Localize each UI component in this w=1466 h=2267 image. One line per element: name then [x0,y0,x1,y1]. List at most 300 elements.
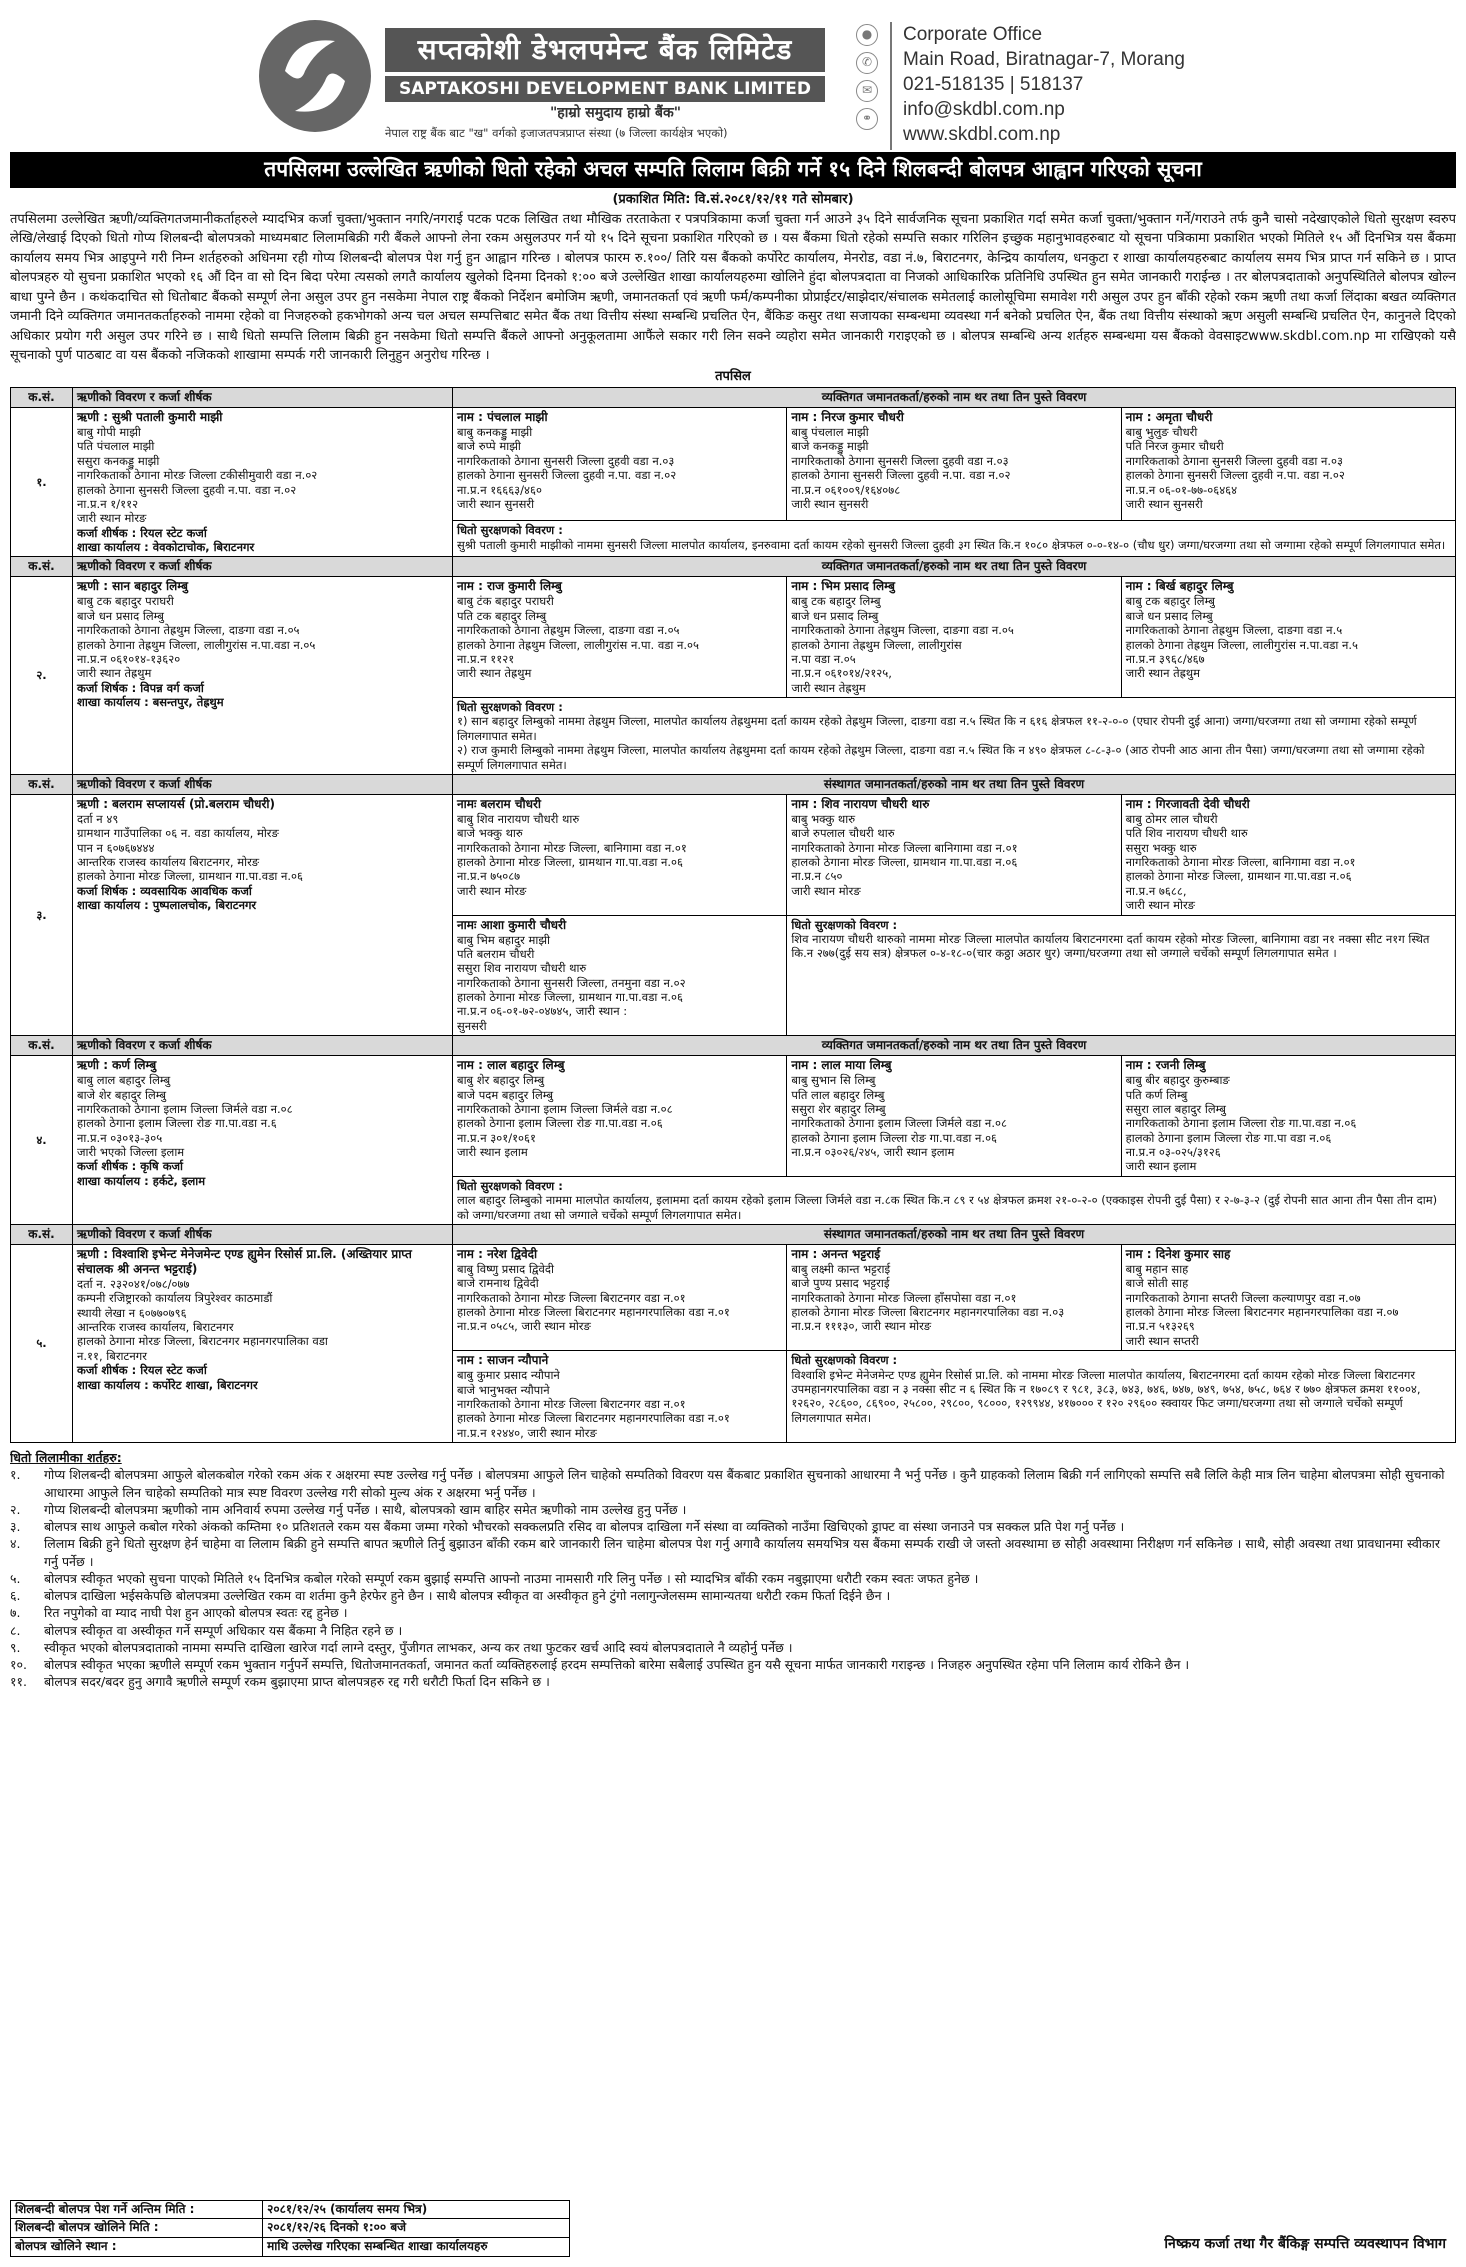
schedule-row [11,2238,570,2257]
person-detail-line: हालको ठेगाना सुनसरी जिल्ला दुहवी न.पा. वडा न.०२ [791,468,1011,483]
borrower-cell [73,408,453,557]
collateral-item: १) सान बहादुर लिम्बुको नाममा तेह्रथुम जिल्ला, मालपोत कार्यालय तेह्रथुममा दर्ता कायम रहेको तेह्रथुम जिल्ला, दाङगा वडा न.५ स्थित कि न ६१६ क्षेत्रफल ११-२-०-० (एघार रोपनी दुई आना) जग्गा/घरजग्गा तथा सो जग्गामा रहेको सम्पूर्ण लिगलगापात समेत। [457,714,1417,743]
publication-date: (प्रकाशित मिति: वि.सं.२०८१/१२/११ गते सोमबार) [612,191,854,207]
header-guarantors: व्यक्तिगत जमानतकर्ता/हरुको नाम थर तथा तिन पुस्ते विवरण [453,557,1456,577]
person-detail-line: जारी स्थान तेह्रथुम [1125,666,1201,681]
borrower-detail-line: हालको ठेगाना इलाम जिल्ला रोङ गा.पा.वडा न.६ [77,1116,277,1131]
collateral-cell [453,521,1456,557]
borrower-detail-line: नागरिकताको ठेगाना मोरङ जिल्ला टकीसीमुवारी वडा न.०२ [77,468,318,483]
person-detail-line: बाबु कुमार प्रसाद न्यौपाने [457,1368,560,1383]
person-detail-line: बाबु भिम बहादुर माझी [457,932,551,947]
person-detail-line: हालको ठेगाना मोरङ जिल्ला बिराटनगर महानगरपालिका वडा न.०७ [1125,1305,1399,1320]
collateral-cell [453,1176,1456,1224]
person-detail-line: ना.प्र.न ०६-०१-७७-०६४६४ [1125,482,1238,497]
person-detail-line: जारी स्थान तेह्रथुम [457,666,532,681]
person-name: नाम : गिरजावती देवी चौधरी [1125,796,1250,811]
term-item [10,1673,1456,1690]
borrower-detail-line: जारी स्थान मोरङ [77,511,147,526]
person-detail-line: ना.प्र.न ०३-०२५/३१२६ [1125,1145,1221,1160]
person-detail-line: नागरिकताको ठेगाना इलाम जिल्ला जिर्मले वडा न.०८ [791,1116,1007,1131]
schedule-value: २०८१/१२/२५ (कार्यालय समय भित्र) [263,2200,570,2219]
person-detail-line: जारी स्थान इलाम [457,1145,528,1160]
term-number: ९. [10,1639,21,1655]
person-detail-line: बाजे भक्कु थारु [457,826,523,841]
person-detail-line: बाबु बीर बहादुर कुरुम्बाङ [1125,1073,1230,1088]
borrower-detail-line: दर्ता न ४९ [77,811,119,826]
borrower-name: ऋणी : कर्ण लिम्बु [77,1058,157,1073]
schedule-value: माथि उल्लेख गरिएका सम्बन्धित शाखा कार्यालयहरु [263,2238,570,2257]
collateral-text: विश्वाशि इभेन्ट मेनेजमेन्ट एण्ड ह्युमेन रिसोर्स प्रा.लि. को नाममा मोरङ जिल्ला मालपोत कार्यालय, बिराटनगरमा दर्ता कायम रहेको मोरङ जिल्ला बिराटनगर उपमहानगरपालिका वडा न ३ नक्सा सीट न ६ स्थित कि न १७०८९ र ९८१, ३८३, ७४३, ७४६, ७४७, ७४९, ७५४, ७५८, ७६४ र ७७० क्षेत्रफल क्रमश ११००४, १२६२०, २८६००, ८६९००, २५८००, २९८००, ९८०००, १२९९४४, ४१७००० र १२० २९६०० स्क्वायर फिट जग्गा/घरजग्गा तथा सो जग्गाले चर्चेको सम्पूर्ण लिगलगापात समेत। [791,1367,1421,1425]
person-name: नाम : शिव नारायण चौधरी थारु [791,796,930,811]
borrower-name: ऋणी : सान बहादुर लिम्बु [77,579,189,594]
person-detail-line: बाजे भानुभक्त न्यौपाने [457,1382,550,1397]
term-text: बोलपत्र सदर/बदर हुनु अगावै ऋणीले सम्पूर्ण रकम बुझाएमा प्राप्त बोलपत्रहरु रद्द गरी धरौटी फिर्ता दिन सकिने छ । [44,1674,550,1690]
person-detail-line: ना.प्र.न ७६८८, [1125,883,1187,898]
row-serial: ५. [11,1244,73,1442]
person-detail-line: हालको ठेगाना मोरङ जिल्ला, ग्रामथान गा.पा.वडा न.०६ [1125,869,1352,884]
collateral-cell [453,698,1456,775]
person-detail-line: नागरिकताको ठेगाना सुनसरी जिल्ला, तनमुना वडा न.०२ [457,975,686,990]
person-detail-line: बाबु टक बहादुर लिम्बु [1125,594,1215,609]
borrower-detail-line: कम्पनी रजिष्ट्रारको कार्यालय त्रिपुरेश्वर काठमाडौं [77,1291,273,1306]
person-name: नाम : लाल माया लिम्बु [791,1058,892,1073]
person-name: नामः आशा कुमारी चौधरी [457,917,567,932]
borrower-detail-line: ग्रामथान गाउँपालिका ०६ न. वडा कार्यालय, मोरङ [77,826,279,841]
person-detail-line: नागरिकताको ठेगाना तेह्रथुम जिल्ला, दाङगा वडा न.५ [1125,623,1343,638]
person-name: नाम : राज कुमारी लिम्बु [457,579,562,594]
person-detail-line: हालको ठेगाना मोरङ जिल्ला, ग्रामथान गा.पा.वडा न.०६ [457,855,683,870]
person-detail-line: बाबु सुभान सि लिम्बु [791,1073,876,1088]
person-detail-line: पति लाल बहादुर लिम्बु [791,1087,885,1102]
footer [10,2200,1456,2257]
row-serial: ३. [11,794,73,1035]
office-website[interactable]: www.skdbl.com.np [903,124,1061,145]
person-detail-line: बाजे सोती साह [1125,1276,1189,1291]
person-detail-line: बाबु शेर बहादुर लिम्बु [457,1073,545,1088]
person-detail-line: ना.प्र.न ७५०८७ [457,869,521,884]
bank-name-english: SAPTAKOSHI DEVELOPMENT BANK LIMITED [385,76,825,102]
branch-office: शाखा कार्यालय : हर्कटे, इलाम [77,1173,206,1188]
term-item [10,1570,1456,1587]
borrower-detail-line: बाजे शेर बहादुर लिम्बु [77,1087,167,1102]
borrower-detail-line: बाबु लाल बहादुर लिम्बु [77,1073,171,1088]
borrower-detail-line: बाबु टक बहादुर पराघरी [77,594,174,609]
person-detail-line: बाजे धन प्रसाद लिम्बु [791,608,879,623]
header-guarantors: व्यक्तिगत जमानतकर्ता/हरुको नाम थर तथा तिन पुस्ते विवरण [453,388,1456,408]
schedule-value: २०८१/१२/२६ दिनको १:०० बजे [263,2219,570,2238]
collateral-text: लाल बहादुर लिम्बुको नाममा मालपोत कार्यालय, इलाममा दर्ता कायम रहेको इलाम जिल्ला जिर्मले वडा न.८क स्थित कि.न ८९ र ५४ क्षेत्रफल क्रमश २१-०-२-० (एक्काइस रोपनी दुई पैसा) र २-७-३-२ (दुई रोपनी सात आना तीन पैसा तीन दाम) को जग्गा/घरजग्गा तथा सो जग्गाले चर्चेको सम्पूर्ण लिगलगापात समेत। [457,1193,1438,1222]
header-sn: क.सं. [11,1036,73,1056]
person-detail-line: ना.प्र.न ०३०२६/२४५, जारी स्थान इलाम [791,1145,955,1160]
person-detail-line: बाबु शिव नारायण चौधरी थारु [457,811,580,826]
person-name: नाम : निरज कुमार चौधरी [791,410,904,425]
term-number: ८. [10,1622,21,1638]
person-detail-line: हालको ठेगाना तेह्रथुम जिल्ला, लालीगुरांस न.पा.वडा न.५ [1125,637,1359,652]
term-number: २. [10,1501,21,1517]
office-address: Main Road, Biratnagar-7, Morang [903,49,1185,70]
bank-logo [255,16,375,136]
table-row [11,408,1456,521]
borrower-detail-line: नागरिकताको ठेगाना तेह्रथुम जिल्ला, दाङगा वडा न.०५ [77,623,300,638]
person-detail-line: नागरिकताको ठेगाना मोरङ जिल्ला हाँसपोसा वडा न.०१ [791,1290,1017,1305]
person-name: नाम : लाल बहादुर लिम्बु [457,1058,565,1073]
person-detail-line: ना.प्र.न ०६१०१४/२१२५, [791,666,892,681]
person-detail-line: ससुरा शिव नारायण चौधरी थारु [457,961,587,976]
person-detail-line: नागरिकताको ठेगाना सप्तरी जिल्ला कल्याणपुर वडा न.०७ [1125,1290,1361,1305]
header-sn: क.सं. [11,774,73,794]
person-detail-line: बाबु पंचलाल माझी [791,425,869,440]
office-phone: 021-518135 | 518137 [903,74,1084,95]
person-detail-line: बाजे कनकड्डु माझी [791,439,869,454]
term-number: ७. [10,1605,21,1621]
borrower-detail-line: ससुरा कनकड्डु माझी [77,453,160,468]
term-item [10,1518,1456,1535]
guarantor-cell [787,794,1121,915]
collateral-item: २) राज कुमारी लिम्बुको नाममा तेह्रथुम जिल्ला, मालपोत कार्यालय तेह्रथुममा दर्ता कायम रहेको तेह्रथुम जिल्ला, दाङगा वडा न.५ स्थित कि न ४९० क्षेत्रफल ८-८-३-० (आठ रोपनी आठ आना तीन पैसा) जग्गा/घरजग्गा तथा सो जग्गामा रहेको सम्पूर्ण लिगलगापात समेत। [457,743,1425,772]
header [10,10,1456,150]
term-number: १०. [10,1657,27,1673]
person-detail-line: बाबु महान साह [1125,1261,1189,1276]
guarantor-cell [1121,1056,1455,1177]
person-detail-line: ससुरा शेर बहादुर लिम्बु [791,1101,886,1116]
term-item [10,1587,1456,1604]
person-detail-line: नागरिकताको ठेगाना सुनसरी जिल्ला दुहवी वडा न.०३ [1125,453,1343,468]
borrower-detail-line: पान न ६०७६७४४४ [77,840,155,855]
person-detail-line: पति निरज कुमार चौधरी [1125,439,1224,454]
borrower-detail-line: आन्तरिक राजस्व कार्यालय बिराटनगर, मोरङ [77,855,260,870]
phone-icon: ✆ [856,52,878,74]
person-detail-line: हालको ठेगाना मोरङ जिल्ला, ग्रामथान गा.पा.वडा न.०६ [791,855,1018,870]
person-name: नाम : रजनी लिम्बु [1125,1058,1206,1073]
person-name: नाम : अमृता चौधरी [1125,410,1213,425]
borrower-detail-line: हालको ठेगाना तेह्रथुम जिल्ला, लालीगुरांस न.पा.वडा न.०५ [77,637,316,652]
bank-slogan: "हाम्रो समुदाय हाम्रो बैंक" [550,105,682,121]
loan-title: कर्जा शीर्षक : रियल स्टेट कर्जा [77,525,207,540]
term-number: ४. [10,1536,21,1552]
term-item [10,1639,1456,1656]
term-text: बोलपत्र दाखिला भईसकेपछि बोलपत्रमा उल्लेखित रकम वा शर्तमा कुनै हेरफेर हुने छैन । साथै बोलपत्र स्वीकृत वा अस्वीकृत हुने टुंगो नलागुन्जेलसम्म सामान्यतया धरौटी रकम फिर्ता दिईने छैन । [44,1588,891,1604]
terms-section [10,1449,1456,1691]
person-detail-line: जारी स्थान इलाम [1125,1159,1197,1174]
person-detail-line: नागरिकताको ठेगाना मोरङ जिल्ला बिराटनगर वडा न.०१ [457,1396,686,1411]
term-item [10,1501,1456,1518]
borrower-name: ऋणी : बलराम सप्लायर्स (प्रो.बलराम चौधरी) [77,796,275,811]
loan-title: कर्जा शिर्षक : व्यवसायिक आवधिक कर्जा [77,883,252,898]
table-row [11,1244,1456,1350]
borrower-detail-line: जारी भएको जिल्ला इलाम [77,1145,185,1160]
terms-heading: धितो लिलामीका शर्तहरु: [10,1450,122,1466]
location-icon: ● [856,24,878,46]
term-item [10,1656,1456,1673]
row-serial: ४. [11,1056,73,1225]
collateral-heading: धितो सुरक्षणको विवरण : [457,1178,563,1193]
header-sn: क.सं. [11,388,73,408]
person-detail-line: बाजे रुप्पे माझी [457,439,521,454]
person-detail-line: हालको ठेगाना तेह्रथुम जिल्ला, लालीगुरांस न.पा. वडा न.०५ [457,637,699,652]
web-icon: ⚭ [856,108,878,130]
person-detail-line: बाबु टक बहादुर लिम्बु [791,594,881,609]
borrower-detail-line: हालको ठेगाना मोरङ जिल्ला, बिराटनगर महानगरपालिका वडा [77,1334,328,1349]
borrower-cell [73,1056,453,1225]
person-name: नाम : साजन न्यौपाने [457,1353,549,1368]
person-detail-line: जारी स्थान सुनसरी [1125,496,1203,511]
table-row [11,794,1456,915]
office-email[interactable]: info@skdbl.com.np [903,99,1065,120]
borrower-detail-line: पति पंचलाल माझी [77,439,155,454]
borrower-detail-line: दर्ता न. २३२०४१/०७८/०७७ [77,1276,190,1291]
guarantor-cell [453,408,787,521]
term-number: ३. [10,1519,21,1535]
schedule-label: शिलबन्दी बोलपत्र पेश गर्ने अन्तिम मिति : [11,2200,263,2219]
branch-office: शाखा कार्यालय : बसन्तपुर, तेह्रथुम [77,695,224,710]
person-detail-line: नागरिकताको ठेगाना मोरङ जिल्ला, बानिगामा वडा न.०१ [1125,855,1356,870]
term-text: गोप्य शिलबन्दी बोलपत्रमा ऋणीको नाम अनिवार्य रुपमा उल्लेख गर्नु पर्नेछ । साथै, बोलपत्रको खाम बाहिर समेत ऋणीको नाम उल्लेख हुनु पर्नेछ । [44,1501,687,1517]
borrower-cell [73,1244,453,1442]
term-number: ६. [10,1588,21,1604]
term-item [10,1604,1456,1621]
branch-office: शाखा कार्यालय : पुष्पलालचोक, बिराटनगर [77,898,257,913]
term-text: गोप्य शिलबन्दी बोलपत्रमा आफुले बोलकबोल गरेको रकम अंक र अक्षरमा स्पष्ट उल्लेख गर्नु पर्नेछ । बोलपत्रमा आफुले लिन चाहेको सम्पतिको विवरण यस बैंकबाट प्रकाशित सुचनाको आधारमा नै भर्नु पर्नेछ । कुनै ग्राहकको लिलाम बिक्री गर्न लागिएको सम्पत्ति सबै लिलि केही मात्र लिन चाहेमा बोलपत्रमा सोही सुचनाको आधारमा आफुले लिन चाहेको सम्पतिको मात्र स्पष्ट विवरण उल्लेख गरी सोको मुल्य अंक र अक्षरमा भर्नु पर्नेछ । [44,1467,1445,1500]
header-borrower: ऋणीको विवरण र कर्जा शीर्षक [73,557,453,577]
person-detail-line: बाबु टंक बहादुर पराघरी [457,594,554,609]
person-detail-line: ना.प्र.न ३९६८/४६७ [1125,651,1205,666]
person-detail-line: हालको ठेगाना मोरङ जिल्ला बिराटनगर महानगरपालिका वडा न.०१ [457,1411,730,1426]
loan-title: कर्जा शीर्षक : कृषि कर्जा [77,1159,184,1174]
term-number: ११. [10,1674,27,1690]
term-number: ५. [10,1570,21,1586]
person-detail-line: ना.प्र.न १११३०, जारी स्थान मोरङ [791,1319,932,1334]
person-detail-line: नागरिकताको ठेगाना मोरङ जिल्ला बिराटनगर वडा न.०१ [457,1290,686,1305]
guarantor-cell [453,577,787,698]
intro-paragraph: तपसिलमा उल्लेखित ऋणी/व्यक्तिगतजमानीकर्ताहरुले म्यादभित्र कर्जा चुक्ता/भुक्तान नगरि/नगराई पटक पटक लिखित तथा मौखिक तरताकेता र पत्रपत्रिकामा कर्जा चुक्ता गर्न आउने ३५ दिने सार्वजनिक सूचना प्रकाशित गर्दा समेत कर्जा चुक्ता/भुक्तान गर्ने/गराउने तर्फ कुनै चासो नदेखाएकोले धितो सुरक्षण स्वरुप लेखि/लेखाई दिएको धितो गोप्य शिलबन्दी बोलपत्रको माध्यमबाट लिलामबिक्री गरी बैंकले आफ्नो लेना रकम असुलउपर गर्न यो १५ दिने सूचना प्रकाशित गरिएको छ । यस बैंकमा धितो रहेको सम्पत्ति सकार गरिलिन इच्छुक महानुभावहरुबाट यो सूचना पत्रिकामा प्रकाशित भएको मितिले १५ औं दिनभित्र यस बैंकमा कार्यालय समय भित्र आइपुग्ने गरी निम्न शर्तहरुको अधिनमा रही गोप्य शिलबन्दी बोलपत्र पेश गर्नु हुन आह्वान गरिन्छ । बोलपत्र फारम रु.१००/ तिरि यस बैंकको कर्पोरेट कार्यालय, मेनरोड, वडा नं.७, बिराटनगर, केन्द्रिय कार्यालय, धनकुटा र शाखा कार्यालयहरुबाट कार्यालय समय भित्र प्राप्त गर्न सकिने छ । प्राप्त बोलपत्रहरु यो सुचना प्रकाशित भएको १६ औं दिन वा सो दिन बिदा परेमा त्यसको लगतै कार्यालय खुलेको दिनमा दिनको १:०० बजे उल्लेखित शाखा कार्यालयहरुमा खोलिने हुंदा बोलपत्रदाता वा निजको आधिकारिक प्रतिनिधि उपस्थित हुन समेत जानकारी गराईन्छ । तर बोलपत्रदाताको अनुपस्थितिले बोलपत्र खोल्न बाधा पुग्ने छैन । कथंकदाचित सो धितोबाट बैंकको सम्पूर्ण लेना असुल उपर हुन नसकेमा नेपाल राष्ट्र बैंकको निर्देशन बमोजिम ऋणी, जमानतकर्ता एवं ऋणी फर्म/कम्पनीका प्रोप्राईटर/साझेदार/संचालक समेतलाई कालोसूचिमा समावेश गरी असुल उपर हुन बाँकी रहेको रकम ऋणी तथा कर्जा लिंदाका बखत व्यक्तिगत जमानी दिने व्यक्तिगत जमानतकर्ताहरुको नाममा रहेको वा निजहरुको हकभोगको अन्य चल अचल सम्पत्तिबाट समेत बैंक तथा वित्तीय संस्था सम्बन्धि प्रचलित ऐन, बैंकिङ कसुर तथा सजायका सम्बन्धमा व्यवस्था गर्न बनेको प्रचलित ऐन, बैंक तथा वित्तीय संस्थाको ऋण असुली सम्बन्धि प्रचलित ऐन, कानुनले दिएको अधिकार प्रयोग गरी असुल उपर गरिने छ । साथै धितो सम्पत्ति लिलाम बिक्री हुन नसकेमा धितो सम्पत्ति बैंकले आफ्नो अनुकूलतामा आफैंले सकार गरी लिन सक्ने व्यहोरा समेत जानकारी गराइएको छ । बोलपत्र सम्बन्धि अन्य शर्तहरु सम्बन्धमा यस बैंकको वेवसाइटwww.skdbl.com.np मा राखिएको यसै सूचनाको पुर्ण पाठबाट वा यस बैंकको नजिकको शाखामा सम्पर्क गरी जानकारी लिनुहुन अनुरोध गरिन्छ । [10,211,1456,364]
term-text: बोलपत्र स्वीकृत भएको सुचना पाएको मितिले १५ दिनभित्र कबोल गरेको सम्पूर्ण रकम बुझाई सम्पत्ति आफ्नो नाउमा नामसारी गरि लिनु पर्नेछ । सो म्यादभित्र बाँकी रकम नबुझाएमा धरौटी रकम स्वतः जफत हुनेछ । [44,1570,979,1586]
collateral-text: सुश्री पताली कुमारी माझीको नाममा सुनसरी जिल्ला मालपोत कार्यालय, इनरुवामा दर्ता कायम रहेको सुनसरी जिल्ला दुहवी ३ग स्थित कि.न १०८० क्षेत्रफल ०-०-१४-० (चौध धुर) जग्गा/घरजग्गा तथा सो जग्गामा रहेको सम्पूर्ण लिगलगापात समेत। [457,537,1446,552]
header-guarantors: संस्थागत जमानतकर्ता/हरुको नाम थर तथा तिन पुस्ते विवरण [453,774,1456,794]
person-detail-line: बाजे रामनाथ द्विवेदी [457,1276,539,1291]
guarantor-cell [787,408,1121,521]
schedule-row [11,2219,570,2238]
terms-list [10,1466,1456,1690]
person-detail-line: जारी स्थान सप्तरी [1125,1333,1199,1348]
borrower-cell [73,794,453,1035]
branch-office: शाखा कार्यालय : कर्पोरेट शाखा, बिराटनगर [77,1377,258,1392]
person-detail-line: न.पा वडा न.०५ [791,651,856,666]
loan-title: कर्जा शिर्षक : विपन्न वर्ग कर्जा [77,680,204,695]
borrower-detail-line: जारी स्थान तेह्रथुम [77,666,152,681]
loan-title: कर्जा शीर्षक : रियल स्टेट कर्जा [77,1363,207,1378]
person-detail-line: ना.प्र.न ०६-०१-७२-०४७४५, जारी स्थान : [457,1004,628,1019]
signer-department: निष्क्रय कर्जा तथा गैर बैंकिङ्ग सम्पत्ति व्यवस्थापन विभाग [1164,2235,1446,2252]
borrower-table [10,387,1456,1443]
guarantor-cell [1121,577,1455,698]
person-detail-line: नागरिकताको ठेगाना तेह्रथुम जिल्ला, दाङगा वडा न.०५ [457,623,680,638]
collateral-text: शिव नारायण चौधरी थारुको नाममा मोरङ जिल्ला मालपोत कार्यालय बिराटनगरमा दर्ता कायम रहेको मोरङ जिल्ला, बानिगामा वडा न१ नक्सा सीट न१ग स्थित कि.न २७७(दुई सय सत्र) क्षेत्रफल ०-४-१८-०(चार कठ्ठा अठार धुर) जग्गा/घरजग्गा तथा सो जग्गाले चर्चेको सम्पूर्ण लिगलगापात समेत । [791,931,1430,961]
borrower-detail-line: ना.प्र.न ०६१०१४-१३६२० [77,651,181,666]
term-text: स्वीकृत भएको बोलपत्रदाताको नाममा सम्पत्ति दाखिला खारेज गर्दा लाग्ने दस्तुर, पुँजीगत लाभकर, अन्य कर तथा फुटकर खर्च आदि स्वयं बोलपत्रदाताले नै व्यहोर्नु पर्नेछ । [44,1639,793,1655]
person-detail-line: सुनसरी [457,1018,487,1033]
borrower-detail-line: हालको ठेगाना सुनसरी जिल्ला दुहवी न.पा. वडा न.०२ [77,482,297,497]
person-detail-line: नागरिकताको ठेगाना सुनसरी जिल्ला दुहवी वडा न.०३ [791,453,1009,468]
person-detail-line: नागरिकताको ठेगाना सुनसरी जिल्ला दुहवी वडा न.०३ [457,453,675,468]
borrower-detail-line: नागरिकताको ठेगाना इलाम जिल्ला जिर्मले वडा न.०८ [77,1101,293,1116]
table-row [11,1056,1456,1177]
person-detail-line: हालको ठेगाना मोरङ जिल्ला बिराटनगर महानगरपालिका वडा न.०३ [791,1305,1065,1320]
guarantor-cell [453,1351,787,1443]
guarantor-cell [1121,794,1455,915]
person-detail-line: हालको ठेगाना इलाम जिल्ला रोङ गा.पा.वडा न.०६ [457,1116,663,1131]
person-detail-line: नागरिकताको ठेगाना तेह्रथुम जिल्ला, दाङगा वडा न.०५ [791,623,1014,638]
schedule-title: तपसिल [715,368,751,384]
person-detail-line: नागरिकताको ठेगाना मोरङ जिल्ला बानिगामा वडा न.०१ [791,840,1018,855]
person-detail-line: जारी स्थान सुनसरी [457,496,535,511]
header-sn: क.सं. [11,1224,73,1244]
person-detail-line: बाजे पुण्य प्रसाद भट्टराई [791,1276,890,1291]
person-detail-line: बाजे धन प्रसाद लिम्बु [1125,608,1213,623]
person-detail-line: पति बलराम चौधरी [457,946,535,961]
borrower-detail-line: न.११, बिराटनगर [77,1348,147,1363]
term-item [10,1622,1456,1639]
guarantor-cell [787,577,1121,698]
licence-text: नेपाल राष्ट्र बैंक बाट "ख" वर्गको इजाजतपत्रप्राप्त संस्था (७ जिल्ला कार्यक्षेत्र भएको) [385,126,728,140]
person-detail-line: नागरिकताको ठेगाना इलाम जिल्ला रोङ गा.पा.वडा न.०६ [1125,1116,1357,1131]
branch-office: शाखा कार्यालय : वेवकोटाचोक, बिराटनगर [77,540,255,555]
person-detail-line: बाबु भक्कु थारु [791,811,856,826]
person-detail-line: ना.प्र.न ११२१ [457,651,515,666]
person-detail-line: बाबु लक्ष्मी कान्त भट्टराई [791,1261,891,1276]
row-serial: १. [11,408,73,557]
term-item [10,1535,1456,1570]
person-detail-line: हालको ठेगाना इलाम जिल्ला रोङ गा.पा.वडा न.०६ [791,1130,998,1145]
term-text: रित नपुगेको वा म्याद नाघी पेश हुन आएको बोलपत्र स्वतः रद्द हुनेछ । [44,1605,348,1621]
borrower-detail-line: हालको ठेगाना मोरङ जिल्ला, ग्रामथान गा.पा.वडा न.०६ [77,869,303,884]
email-icon: ✉ [856,80,878,102]
person-detail-line: ससुरा भक्कु थारु [1125,840,1197,855]
bid-schedule-table [10,2200,570,2257]
person-detail-line: बाजे रुपलाल चौधरी थारु [791,826,895,841]
person-detail-line: बाबु कनकड्डु माझी [457,425,533,440]
guarantor-cell [453,1244,787,1350]
office-title: Corporate Office [903,24,1043,45]
schedule-label: शिलबन्दी बोलपत्र खोलिने मिति : [11,2219,263,2238]
borrower-name: ऋणी : विश्वाशि इभेन्ट मेनेजमेन्ट एण्ड ह्युमेन रिसोर्स प्रा.लि. (अख्तियार प्राप्त संचालक श्री अनन्त भट्टराई) [77,1246,412,1276]
person-detail-line: बाजे पदम बहादुर लिम्बु [457,1087,554,1102]
table-row [11,577,1456,698]
person-detail-line: पति टक बहादुर लिम्बु [457,608,547,623]
person-detail-line: ना.प्र.न ०५८५, जारी स्थान मोरङ [457,1319,591,1334]
contact-icons [856,24,880,136]
person-detail-line: हालको ठेगाना सुनसरी जिल्ला दुहवी न.पा. वडा न.०२ [457,468,677,483]
person-detail-line: बाबु भुलुङ चौधरी [1125,425,1198,440]
person-name: नाम : नरेश द्विवेदी [457,1246,538,1261]
notice-title: तपसिलमा उल्लेखित ऋणीको धितो रहेको अचल सम्पति लिलाम बिक्री गर्ने १५ दिने शिलबन्दी बोलपत्र आह्वान गरिएको सूचना [10,152,1456,188]
person-name: नाम : बिर्ख बहादुर लिम्बु [1125,579,1234,594]
person-detail-line: जारी स्थान मोरङ [457,883,527,898]
table-header-row [11,1224,1456,1244]
person-detail-line: ना.प्र.न १६६६३/४६० [457,482,542,497]
table-header-row [11,388,1456,408]
collateral-cell [787,1351,1456,1443]
collateral-cell [787,915,1456,1036]
guarantor-cell [1121,1244,1455,1350]
borrower-detail-line: बाजे धन प्रसाद लिम्बु [77,608,164,623]
header-borrower: ऋणीको विवरण र कर्जा शीर्षक [73,1224,453,1244]
person-name: नाम : अनन्त भट्टराई [791,1246,881,1261]
person-detail-line: हालको ठेगाना मोरङ जिल्ला, ग्रामथान गा.पा.वडा न.०६ [457,990,683,1005]
person-detail-line: ना.प्र.न १२४४०, जारी स्थान मोरङ [457,1425,597,1440]
person-detail-line: ना.प्र.न ५१३२६९ [1125,1319,1195,1334]
contact-block [903,22,1185,147]
person-detail-line: ना.प्र.न ३०१/१०६१ [457,1130,536,1145]
guarantor-cell [453,915,787,1036]
person-detail-line: हालको ठेगाना मोरङ जिल्ला बिराटनगर महानगरपालिका वडा न.०१ [457,1305,730,1320]
person-name: नाम : दिनेश कुमार साह [1125,1246,1231,1261]
guarantor-cell [453,794,787,915]
header-borrower: ऋणीको विवरण र कर्जा शीर्षक [73,388,453,408]
borrower-detail-line: आन्तरिक राजस्व कार्यालय, बिराटनगर [77,1320,234,1335]
person-detail-line: पति शिव नारायण चौधरी थारु [1125,826,1248,841]
person-detail-line: पति कर्ण लिम्बु [1125,1087,1188,1102]
person-detail-line: ससुरा लाल बहादुर लिम्बु [1125,1101,1226,1116]
person-detail-line: हालको ठेगाना तेह्रथुम जिल्ला, लालीगुरांस [791,637,962,652]
person-detail-line: जारी स्थान तेह्रथुम [791,680,866,695]
borrower-detail-line: ना.प्र.न ०३०१३-३०५ [77,1130,163,1145]
person-name: नाम : पंचलाल माझी [457,410,548,425]
person-detail-line: जारी स्थान मोरङ [1125,898,1195,913]
guarantor-cell [1121,408,1455,521]
term-text: बोलपत्र स्वीकृत वा अस्वीकृत गर्ने सम्पूर्ण अधिकार यस बैंकमा नै निहित रहने छ । [44,1622,403,1638]
header-borrower: ऋणीको विवरण र कर्जा शीर्षक [73,1036,453,1056]
person-name: नामः बलराम चौधरी [457,796,542,811]
header-borrower: ऋणीको विवरण र कर्जा शीर्षक [73,774,453,794]
guarantor-cell [787,1056,1121,1177]
person-detail-line: नागरिकताको ठेगाना इलाम जिल्ला जिर्मले वडा न.०८ [457,1101,673,1116]
collateral-heading: धितो सुरक्षणको विवरण : [791,917,898,932]
term-number: १. [10,1467,21,1483]
person-detail-line: ना.प्र.न ८५० [791,869,843,884]
person-detail-line: नागरिकताको ठेगाना मोरङ जिल्ला, बानिगामा वडा न.०१ [457,840,687,855]
person-detail-line: बाबु विष्णु प्रसाद द्विवेदी [457,1261,554,1276]
borrower-detail-line: ना.प्र.न १/११२ [77,496,139,511]
term-text: लिलाम बिक्री हुने धितो सुरक्षण हेर्न चाहेमा वा लिलाम बिक्री हुने सम्पत्ति बापत ऋणीले तिर्नु बुझाउन बाँकी रकम बारे जानकारी लिन चाहेमा बोलपत्र पेश गर्नु अगावै कार्यालय समयभित्र यस बैंकमा सम्पर्क राखी जे जस्तो अवस्थामा छ सोही अवस्थामा निरीक्षण गर्न सकिनेछ । साथै, सोही अवस्था तथा प्रावधानमा स्वीकार गर्नु पर्नेछ । [44,1536,1440,1569]
borrower-name: ऋणी : सुश्री पताली कुमारी माझी [77,410,223,425]
term-text: बोलपत्र साथ आफुले कबोल गरेको अंकको कम्तिमा १० प्रतिशतले रकम यस बैंकमा जम्मा गरेको भौचरको सक्कलप्रति रसिद वा बोलपत्र दाखिला गर्ने संस्था वा व्यक्तिको नाउँमा खिचिएको ड्राफ्ट वा संस्था जनाउने पत्र सक्कल प्रति पेश गर्नु पर्नेछ । [44,1519,1125,1535]
collateral-heading: धितो सुरक्षणको विवरण : [457,523,563,538]
guarantor-cell [453,1056,787,1177]
bank-name-nepali: सप्तकोशी डेभलपमेन्ट बैंक लिमिटेड [385,28,825,72]
schedule-row [11,2200,570,2219]
collateral-heading: धितो सुरक्षणको विवरण : [791,1353,898,1368]
person-name: नाम : भिम प्रसाद लिम्बु [791,579,895,594]
header-divider [890,22,892,150]
header-guarantors: संस्थागत जमानतकर्ता/हरुको नाम थर तथा तिन पुस्ते विवरण [453,1224,1456,1244]
row-serial: २. [11,577,73,775]
person-detail-line: जारी स्थान मोरङ [791,883,861,898]
header-sn: क.सं. [11,557,73,577]
borrower-detail-line: स्थायी लेखा न ६०७७०७९६ [77,1305,187,1320]
table-header-row [11,557,1456,577]
person-detail-line: हालको ठेगाना सुनसरी जिल्ला दुहवी न.पा. वडा न.०२ [1125,468,1345,483]
table-header-row [11,1036,1456,1056]
person-detail-line: बाबु ठोमर लाल चौधरी [1125,811,1218,826]
person-detail-line: हालको ठेगाना इलाम जिल्ला रोङ गा.पा वडा न.०६ [1125,1130,1332,1145]
schedule-label: बोलपत्र खोलिने स्थान : [11,2238,263,2257]
person-detail-line: ना.प्र.न ०६१००९/१६४०७८ [791,482,901,497]
collateral-heading: धितो सुरक्षणको विवरण : [457,700,563,715]
header-guarantors: व्यक्तिगत जमानतकर्ता/हरुको नाम थर तथा तिन पुस्ते विवरण [453,1036,1456,1056]
guarantor-cell [787,1244,1121,1350]
notice-page [10,10,1456,2257]
term-item [10,1466,1456,1501]
